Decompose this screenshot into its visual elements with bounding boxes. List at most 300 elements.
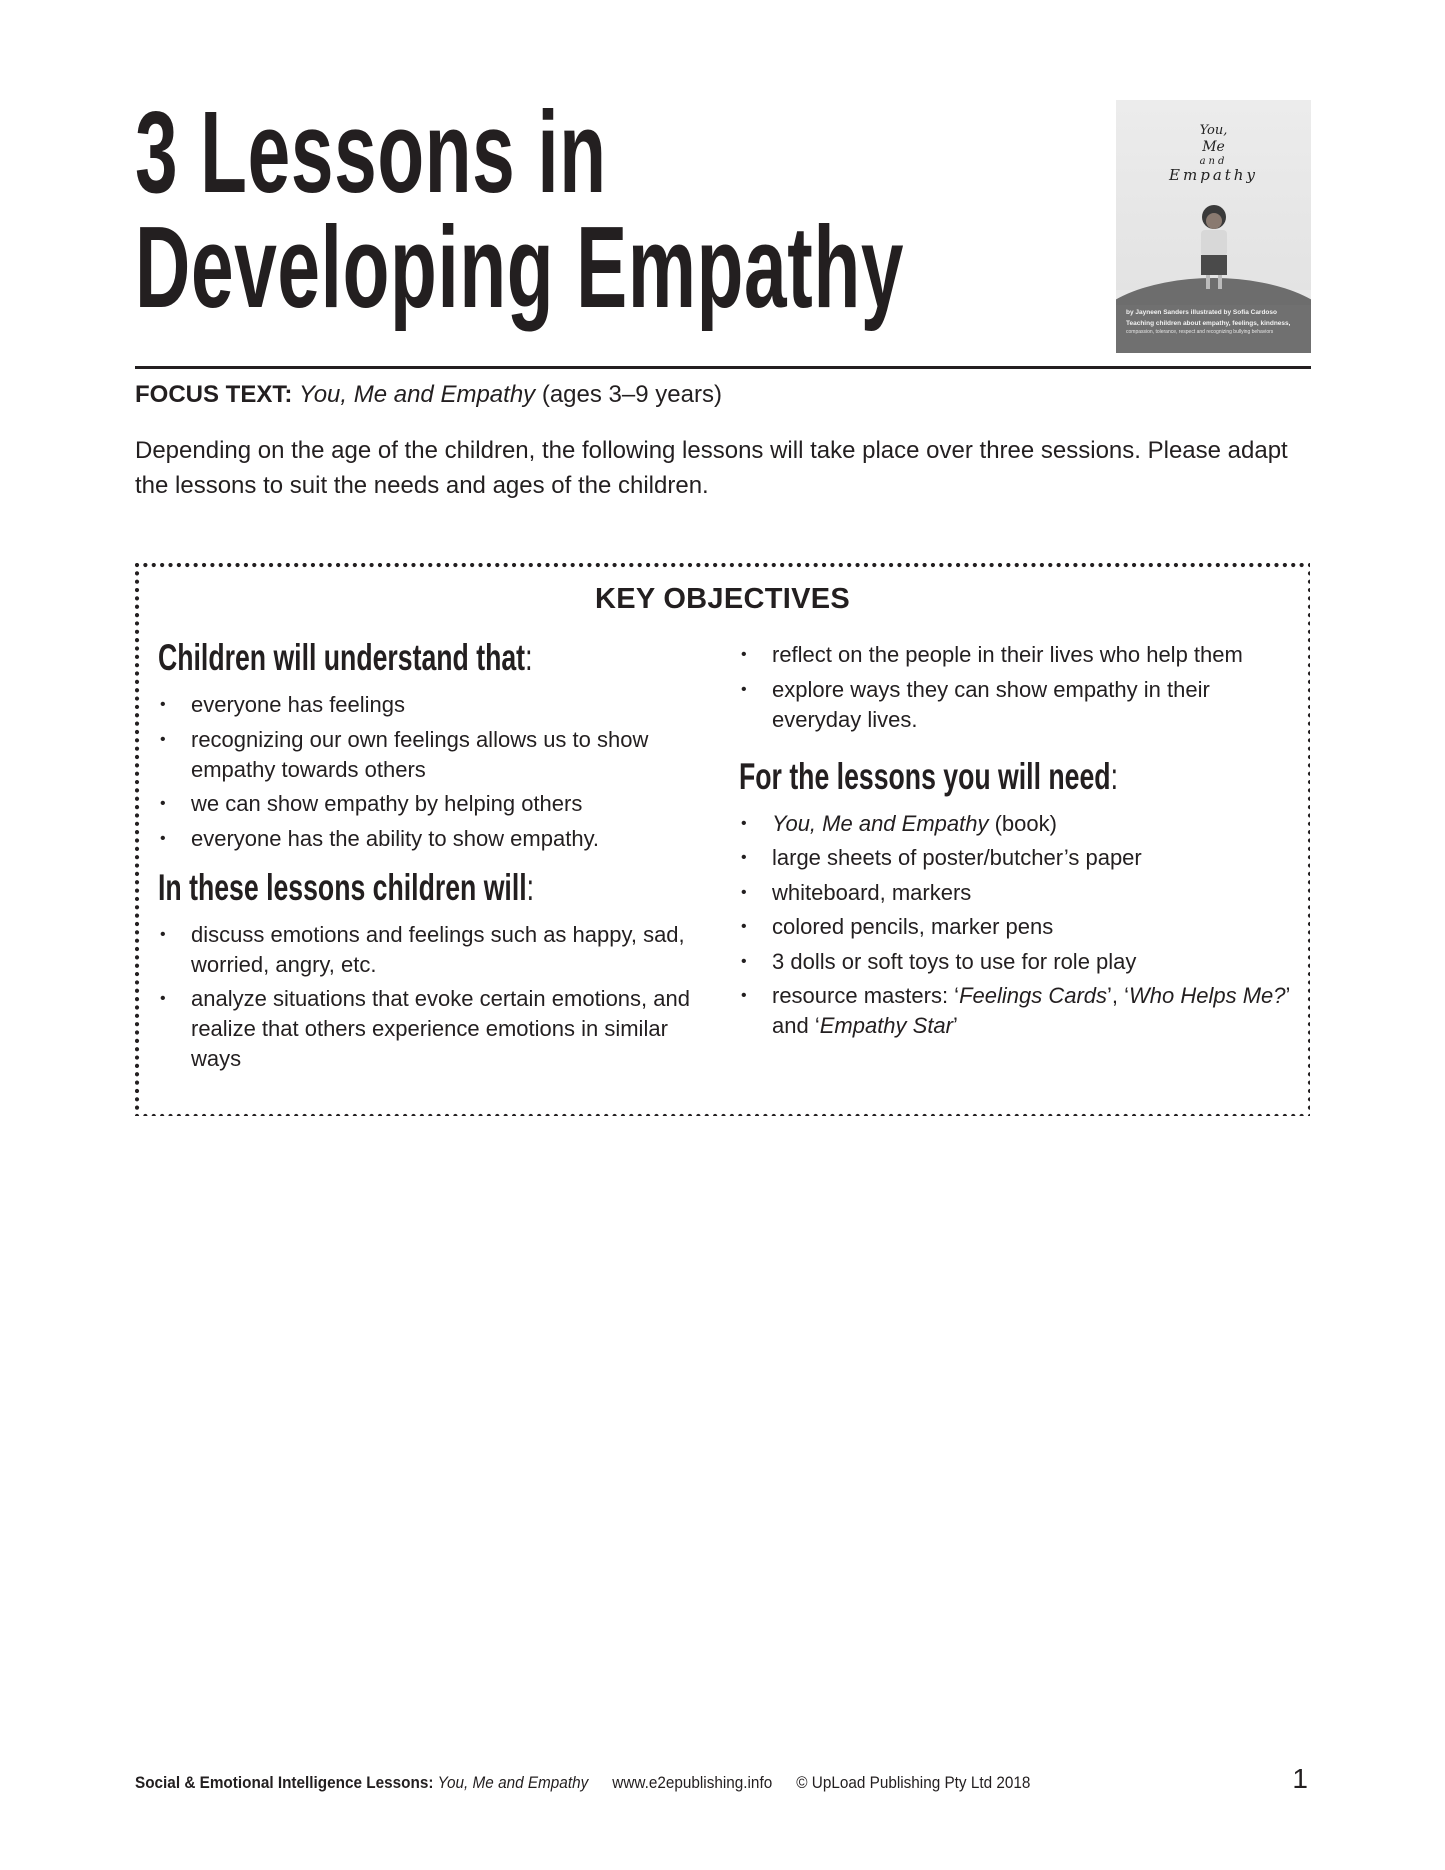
- list-item: [739, 947, 1299, 977]
- border-dot: [403, 563, 407, 567]
- border-dot: [872, 563, 876, 567]
- border-dot: [1040, 563, 1044, 567]
- border-dot: [135, 855, 139, 859]
- focus-text-label: FOCUS TEXT:: [135, 381, 293, 408]
- border-dot: [1283, 1114, 1287, 1116]
- border-dot: [344, 563, 348, 567]
- border-dot: [135, 696, 139, 700]
- border-dot: [1308, 914, 1310, 918]
- border-dot: [361, 1114, 365, 1116]
- border-dot: [311, 1114, 315, 1116]
- list-item-text: everyone has feelings: [191, 692, 406, 717]
- border-dot: [872, 1114, 876, 1116]
- list-item-text: recognizing our own feelings allows us to show empathy towards others: [191, 726, 649, 782]
- border-dot: [847, 1114, 851, 1116]
- border-dot: [277, 563, 281, 567]
- list-item: [158, 824, 718, 854]
- border-dot: [135, 1014, 139, 1018]
- bullet-icon: •: [741, 883, 747, 901]
- focus-ages: (ages 3–9 years): [541, 381, 722, 408]
- page-title-line-1: 3 Lessons in: [135, 87, 607, 217]
- border-dot: [847, 563, 851, 567]
- border-dot: [654, 563, 658, 567]
- border-dot: [537, 1114, 541, 1116]
- border-dot: [520, 563, 524, 567]
- border-dot: [135, 1005, 139, 1009]
- border-dot: [311, 563, 315, 567]
- border-dot: [1132, 1114, 1136, 1116]
- border-dot: [1308, 1005, 1310, 1009]
- border-dot: [881, 563, 885, 567]
- border-dot: [537, 563, 541, 567]
- border-dot: [1015, 1114, 1019, 1116]
- focus-book-title: You, Me and Empathy: [299, 381, 536, 408]
- border-dot: [378, 563, 382, 567]
- border-dot: [1308, 897, 1310, 901]
- border-dot: [788, 1114, 792, 1116]
- border-dot: [1308, 838, 1310, 842]
- border-dot: [964, 1114, 968, 1116]
- border-dot: [361, 563, 365, 567]
- border-dot: [487, 1114, 491, 1116]
- list-item-text: colored pencils, marker pens: [772, 914, 1054, 939]
- border-dot: [135, 980, 139, 984]
- border-dot: [1048, 563, 1052, 567]
- border-dot: [470, 563, 474, 567]
- border-dot: [135, 788, 139, 792]
- border-dot: [772, 563, 776, 567]
- border-dot: [1065, 1114, 1069, 1116]
- border-dot: [1308, 830, 1310, 834]
- border-dot: [1182, 1114, 1186, 1116]
- border-dot: [1082, 563, 1086, 567]
- border-dot: [294, 563, 298, 567]
- border-dot: [1308, 930, 1310, 934]
- border-dot: [646, 563, 650, 567]
- border-dot: [680, 563, 684, 567]
- border-dot: [177, 563, 181, 567]
- border-dot: [755, 1114, 759, 1116]
- border-dot: [629, 563, 633, 567]
- border-dot: [1216, 1114, 1220, 1116]
- border-dot: [135, 813, 139, 817]
- border-dot: [378, 1114, 382, 1116]
- materials-heading: [739, 755, 1142, 799]
- border-dot: [353, 1114, 357, 1116]
- list-item-text: large sheets of poster/butcher’s paper: [772, 845, 1142, 870]
- border-dot: [839, 563, 843, 567]
- border-dot: [1124, 563, 1128, 567]
- border-dot: [386, 1114, 390, 1116]
- border-dot: [428, 563, 432, 567]
- border-dot: [621, 563, 625, 567]
- border-dot: [1308, 1081, 1310, 1085]
- border-dot: [889, 563, 893, 567]
- border-dot: [705, 563, 709, 567]
- border-dot: [914, 563, 918, 567]
- border-dot: [453, 1114, 457, 1116]
- border-dot: [135, 838, 139, 842]
- border-dot: [135, 713, 139, 717]
- objectives-left-column: [158, 636, 718, 1079]
- border-dot: [797, 563, 801, 567]
- border-dot: [1224, 563, 1228, 567]
- border-dot: [135, 663, 139, 667]
- border-dot: [730, 563, 734, 567]
- border-dot: [612, 563, 616, 567]
- objectives-right-column: [739, 636, 1299, 1046]
- border-dot: [1308, 880, 1310, 884]
- list-item: [158, 984, 718, 1074]
- border-dot: [1308, 1072, 1310, 1076]
- border-dot: [235, 563, 239, 567]
- list-item-text: ’, ‘: [1107, 983, 1130, 1008]
- border-dot: [1308, 947, 1310, 951]
- border-dot: [210, 563, 214, 567]
- border-dot: [135, 964, 139, 968]
- border-dot: [721, 563, 725, 567]
- list-item: [739, 675, 1299, 735]
- border-dot: [1199, 1114, 1203, 1116]
- border-dot: [135, 939, 139, 943]
- border-dot: [495, 563, 499, 567]
- border-dot: [1132, 563, 1136, 567]
- border-dot: [1149, 1114, 1153, 1116]
- border-dot: [830, 1114, 834, 1116]
- cover-title-line: and: [1199, 156, 1228, 167]
- cover-child-shorts: [1201, 255, 1227, 275]
- border-dot: [1308, 1106, 1310, 1110]
- border-dot: [1308, 788, 1310, 792]
- border-dot: [261, 563, 265, 567]
- border-dot: [1090, 563, 1094, 567]
- border-dot: [135, 847, 139, 851]
- border-dot: [210, 1114, 214, 1116]
- border-dot: [269, 1114, 273, 1116]
- border-dot: [1266, 563, 1270, 567]
- border-dot: [529, 563, 533, 567]
- border-dot: [1140, 1114, 1144, 1116]
- border-dot: [135, 914, 139, 918]
- border-dot: [411, 1114, 415, 1116]
- list-item: [158, 725, 718, 785]
- border-dot: [1073, 563, 1077, 567]
- border-dot: [437, 563, 441, 567]
- border-dot: [135, 646, 139, 650]
- border-dot: [462, 1114, 466, 1116]
- border-dot: [864, 563, 868, 567]
- border-dot: [1207, 563, 1211, 567]
- lessons-will-heading-text: In these lessons children will: [158, 866, 527, 908]
- border-dot: [370, 1114, 374, 1116]
- border-dot: [939, 563, 943, 567]
- border-dot: [294, 1114, 298, 1116]
- border-dot: [587, 563, 591, 567]
- resource-title: Empathy Star: [819, 1013, 953, 1038]
- border-dot: [1308, 688, 1310, 692]
- border-dot: [135, 755, 139, 759]
- border-dot: [1090, 1114, 1094, 1116]
- border-dot: [1308, 780, 1310, 784]
- border-dot: [1308, 730, 1310, 734]
- border-dot: [931, 1114, 935, 1116]
- heading-colon: :: [526, 866, 535, 908]
- list-item-text: reflect on the people in their lives who help them: [772, 642, 1243, 667]
- border-dot: [1308, 680, 1310, 684]
- border-dot: [261, 1114, 265, 1116]
- border-dot: [135, 822, 139, 826]
- border-dot: [386, 563, 390, 567]
- materials-heading-text: For the lessons you will need: [739, 755, 1111, 797]
- border-dot: [755, 563, 759, 567]
- cover-child-legs: [1206, 275, 1222, 289]
- border-dot: [411, 563, 415, 567]
- border-dot: [135, 955, 139, 959]
- border-dot: [152, 563, 156, 567]
- border-dot: [135, 805, 139, 809]
- border-dot: [143, 1114, 147, 1116]
- border-dot: [797, 1114, 801, 1116]
- border-dot: [152, 1114, 156, 1116]
- bullet-icon: •: [741, 646, 747, 663]
- border-dot: [612, 1114, 616, 1116]
- page-number: 1: [1292, 1763, 1308, 1794]
- border-dot: [1308, 713, 1310, 717]
- border-dot: [738, 1114, 742, 1116]
- border-dot: [328, 1114, 332, 1116]
- border-dot: [135, 947, 139, 951]
- border-dot: [1065, 563, 1069, 567]
- list-item: [739, 640, 1299, 670]
- border-dot: [1308, 797, 1310, 801]
- border-dot: [135, 705, 139, 709]
- border-dot: [646, 1114, 650, 1116]
- border-dot: [1308, 738, 1310, 742]
- border-dot: [328, 563, 332, 567]
- border-dot: [244, 563, 248, 567]
- border-dot: [638, 1114, 642, 1116]
- border-dot: [1249, 1114, 1253, 1116]
- border-dot: [504, 563, 508, 567]
- border-dot: [1308, 1047, 1310, 1051]
- border-dot: [671, 563, 675, 567]
- border-dot: [772, 1114, 776, 1116]
- list-item-text: ’ and ‘: [772, 983, 1290, 1038]
- list-item: [158, 789, 718, 819]
- list-item: [739, 981, 1299, 1041]
- footer-website[interactable]: www.e2epublishing.info: [612, 1773, 773, 1792]
- border-dot: [596, 563, 600, 567]
- border-dot: [1107, 1114, 1111, 1116]
- border-dot: [1308, 972, 1310, 976]
- border-dot: [1308, 630, 1310, 634]
- border-dot: [713, 1114, 717, 1116]
- border-dot: [1308, 755, 1310, 759]
- border-dot: [437, 1114, 441, 1116]
- border-dot: [135, 1039, 139, 1043]
- border-dot: [1023, 563, 1027, 567]
- border-dot: [1057, 563, 1061, 567]
- border-dot: [571, 563, 575, 567]
- border-dot: [1308, 997, 1310, 1001]
- border-dot: [353, 563, 357, 567]
- understand-list: [158, 690, 718, 854]
- border-dot: [1174, 1114, 1178, 1116]
- bullet-icon: •: [160, 990, 166, 1007]
- border-dot: [1308, 646, 1310, 650]
- border-dot: [495, 1114, 499, 1116]
- border-dot: [135, 780, 139, 784]
- border-dot: [1031, 563, 1035, 567]
- border-dot: [520, 1114, 524, 1116]
- book-cover-image: [1116, 100, 1311, 353]
- border-dot: [277, 1114, 281, 1116]
- border-dot: [185, 1114, 189, 1116]
- border-dot: [1165, 563, 1169, 567]
- border-dot: [202, 1114, 206, 1116]
- border-dot: [252, 1114, 256, 1116]
- border-dot: [1308, 922, 1310, 926]
- border-dot: [135, 747, 139, 751]
- border-dot: [135, 1081, 139, 1085]
- border-dot: [1241, 1114, 1245, 1116]
- list-item: [158, 690, 718, 720]
- list-item-text: (book): [988, 810, 1057, 836]
- border-dot: [135, 1106, 139, 1110]
- bullet-icon: •: [741, 814, 747, 832]
- resource-title: Who Helps Me?: [1129, 983, 1286, 1008]
- border-dot: [805, 1114, 809, 1116]
- border-dot: [135, 722, 139, 726]
- border-dot: [135, 772, 139, 776]
- border-dot: [135, 872, 139, 876]
- border-dot: [135, 630, 139, 634]
- footer-series: Social & Emotional Intelligence Lessons:: [135, 1773, 434, 1792]
- border-dot: [219, 563, 223, 567]
- border-dot: [814, 1114, 818, 1116]
- border-dot: [1249, 563, 1253, 567]
- border-dot: [319, 563, 323, 567]
- border-dot: [1015, 563, 1019, 567]
- border-dot: [1124, 1114, 1128, 1116]
- border-dot: [1308, 1055, 1310, 1059]
- border-dot: [1308, 1064, 1310, 1068]
- border-dot: [1191, 1114, 1195, 1116]
- border-dot: [504, 1114, 508, 1116]
- border-dot: [780, 1114, 784, 1116]
- border-dot: [403, 1114, 407, 1116]
- border-dot: [830, 563, 834, 567]
- border-dot: [1308, 671, 1310, 675]
- border-dot: [168, 1114, 172, 1116]
- border-dot: [1291, 1114, 1295, 1116]
- bullet-icon: •: [160, 795, 166, 812]
- border-dot: [839, 1114, 843, 1116]
- border-dot: [286, 563, 290, 567]
- border-dot: [1308, 822, 1310, 826]
- bullet-icon: •: [741, 849, 747, 866]
- list-item-text: 3 dolls or soft toys to use for role play: [772, 948, 1137, 974]
- border-dot: [545, 1114, 549, 1116]
- border-dot: [1308, 772, 1310, 776]
- key-objectives-title: KEY OBJECTIVES: [594, 583, 851, 615]
- border-dot: [897, 1114, 901, 1116]
- border-dot: [1308, 863, 1310, 867]
- border-dot: [1057, 1114, 1061, 1116]
- border-dot: [445, 563, 449, 567]
- border-dot: [696, 563, 700, 567]
- border-dot: [135, 905, 139, 909]
- page-footer: [135, 1772, 1030, 1794]
- border-dot: [1082, 1114, 1086, 1116]
- border-dot: [135, 1047, 139, 1051]
- border-dot: [1174, 563, 1178, 567]
- border-dot: [990, 563, 994, 567]
- list-item-text: resource masters: ‘: [772, 983, 960, 1008]
- border-dot: [445, 1114, 449, 1116]
- border-dot: [1308, 722, 1310, 726]
- border-dot: [1308, 1089, 1310, 1093]
- border-dot: [135, 1114, 139, 1116]
- border-dot: [1300, 1114, 1304, 1116]
- border-dot: [370, 563, 374, 567]
- border-dot: [135, 930, 139, 934]
- border-dot: [973, 563, 977, 567]
- border-dot: [914, 1114, 918, 1116]
- border-dot: [336, 563, 340, 567]
- footer-book: You, Me and Empathy: [437, 1773, 589, 1792]
- border-dot: [1308, 1014, 1310, 1018]
- border-dot: [135, 830, 139, 834]
- cover-author-line: by Jayneen Sanders illustrated by Sofia Cardoso: [1126, 309, 1277, 316]
- border-dot: [1308, 747, 1310, 751]
- border-dot: [1274, 1114, 1278, 1116]
- border-dot: [1098, 1114, 1102, 1116]
- border-dot: [1308, 813, 1310, 817]
- border-dot: [177, 1114, 181, 1116]
- border-dot: [906, 1114, 910, 1116]
- bullet-icon: •: [160, 730, 166, 748]
- border-dot: [939, 1114, 943, 1116]
- border-dot: [1199, 563, 1203, 567]
- border-dot: [680, 1114, 684, 1116]
- border-dot: [194, 563, 198, 567]
- border-dot: [336, 1114, 340, 1116]
- border-dot: [1207, 1114, 1211, 1116]
- border-dot: [1149, 563, 1153, 567]
- border-dot: [654, 1114, 658, 1116]
- border-dot: [688, 563, 692, 567]
- border-dot: [135, 1030, 139, 1034]
- border-dot: [1308, 1030, 1310, 1034]
- border-dot: [1107, 563, 1111, 567]
- border-dot: [1308, 763, 1310, 767]
- border-dot: [855, 563, 859, 567]
- border-dot: [889, 1114, 893, 1116]
- border-dot: [478, 563, 482, 567]
- border-dot: [990, 1114, 994, 1116]
- border-dot: [1291, 563, 1295, 567]
- border-dot: [638, 563, 642, 567]
- border-dot: [302, 1114, 306, 1116]
- border-dot: [1308, 563, 1310, 567]
- border-dot: [1258, 1114, 1262, 1116]
- border-dot: [604, 563, 608, 567]
- border-dot: [1115, 563, 1119, 567]
- border-dot: [1266, 1114, 1270, 1116]
- border-dot: [202, 563, 206, 567]
- border-dot: [135, 863, 139, 867]
